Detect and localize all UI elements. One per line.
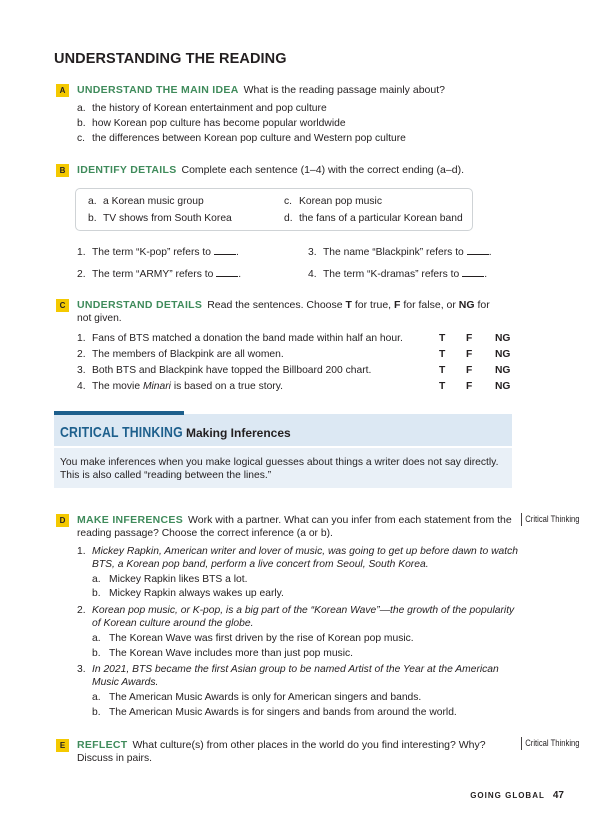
section-b-badge: B — [56, 164, 69, 177]
section-e-instruction-cont: Discuss in pairs. — [77, 753, 152, 764]
section-c-header — [77, 299, 490, 311]
section-c-badge: C — [56, 299, 69, 312]
choice-not-given[interactable]: NG — [495, 365, 511, 376]
section-d-instruction-cont: reading passage? Choose the correct inference (a or b). — [77, 528, 333, 539]
ending-item: b. TV shows from South Korea — [88, 213, 232, 224]
section-a-option: a. the history of Korean entertainment and pop culture — [77, 103, 327, 114]
section-c-instruction-cont: not given. — [77, 313, 122, 324]
section-b-instruction: Complete each sentence (1–4) with the correct ending (a–d). — [181, 164, 464, 176]
page-title: UNDERSTANDING THE READING — [54, 51, 287, 67]
answer-blank[interactable] — [214, 245, 236, 255]
choice-false[interactable]: F — [466, 333, 473, 344]
inference-statement: 3. In 2021, BTS became the first Asian group to be named Artist of the Year at the American — [77, 664, 499, 675]
sentence-item: 2. The term “ARMY” refers to . — [77, 269, 242, 280]
ending-item: a. a Korean music group — [88, 196, 204, 207]
critical-thinking-side-label: Critical Thinking — [521, 737, 580, 750]
section-e-header — [77, 739, 486, 751]
section-c-title: UNDERSTAND DETAILS — [77, 299, 203, 311]
book-title: GOING GLOBAL — [470, 791, 545, 800]
answer-blank[interactable] — [467, 245, 489, 255]
section-a-instruction: What is the reading passage mainly about? — [243, 84, 445, 96]
endings-box — [75, 188, 473, 231]
answer-blank[interactable] — [462, 267, 484, 277]
page-footer — [470, 790, 564, 801]
sentence-item: 4. The term “K-dramas” refers to . — [308, 269, 488, 280]
choice-true[interactable]: T — [439, 365, 446, 376]
choice-false[interactable]: F — [466, 349, 473, 360]
tf-statement: 4. The movie Minari is based on a true story. — [77, 381, 283, 392]
section-b-header — [77, 164, 464, 176]
critical-thinking-side-label: Critical Thinking — [521, 513, 580, 526]
tf-statement: 2. The members of Blackpink are all women. — [77, 349, 284, 360]
choice-not-given[interactable]: NG — [495, 381, 511, 392]
inference-option: b. The Korean Wave includes more than just pop music. — [92, 648, 354, 659]
section-e-title: REFLECT — [77, 739, 128, 751]
inference-statement-cont: of Korean culture around the globe. — [92, 618, 254, 629]
section-d-title: MAKE INFERENCES — [77, 514, 184, 526]
choice-true[interactable]: T — [439, 349, 446, 360]
choice-true[interactable]: T — [439, 381, 446, 392]
section-c-instruction: Read the sentences. Choose T for true, F for false, or NG for — [207, 299, 490, 311]
choice-not-given[interactable]: NG — [495, 349, 511, 360]
section-e-badge: E — [56, 739, 69, 752]
inference-option: a. The Korean Wave was first driven by the rise of Korean pop music. — [92, 633, 414, 644]
section-d-instruction: Work with a partner. What can you infer from each statement from the — [188, 514, 512, 526]
page-number: 47 — [552, 790, 564, 801]
critical-thinking-text: You make inferences when you make logical guesses about things a writer does not say directly. This is also called “reading between the lines.” — [60, 457, 499, 481]
inference-statement-cont: BTS, a Korean pop band, perform a live concert from Seoul, South Korea. — [92, 559, 429, 570]
sentence-item: 1. The term “K-pop” refers to . — [77, 247, 239, 258]
inference-statement-cont: Music Awards. — [92, 677, 159, 688]
choice-false[interactable]: F — [466, 365, 473, 376]
critical-thinking-heading: CRITICAL THINKING — [60, 424, 183, 441]
tf-statement: 1. Fans of BTS matched a donation the band made within half an hour. — [77, 333, 403, 344]
inference-option: a. Mickey Rapkin likes BTS a lot. — [92, 574, 248, 585]
choice-not-given[interactable]: NG — [495, 333, 511, 344]
section-e-instruction: What culture(s) from other places in the world do you find interesting? Why? — [132, 739, 486, 751]
section-a-header — [77, 84, 445, 96]
answer-blank[interactable] — [216, 267, 238, 277]
section-d-header — [77, 514, 512, 526]
section-a-title: UNDERSTAND THE MAIN IDEA — [77, 84, 239, 96]
section-a-option: c. the differences between Korean pop culture and Western pop culture — [77, 133, 406, 144]
choice-true[interactable]: T — [439, 333, 446, 344]
inference-option: b. Mickey Rapkin always wakes up early. — [92, 588, 284, 599]
inference-statement: 2. Korean pop music, or K-pop, is a big part of the “Korean Wave”—the growth of the popularity — [77, 605, 515, 616]
ending-item: d. the fans of a particular Korean band — [284, 213, 463, 224]
critical-thinking-subheading: Making Inferences — [186, 426, 291, 440]
choice-false[interactable]: F — [466, 381, 473, 392]
section-b-title: IDENTIFY DETAILS — [77, 164, 177, 176]
inference-option: b. The American Music Awards is for singers and bands from around the world. — [92, 707, 457, 718]
ending-item: c. Korean pop music — [284, 196, 382, 207]
critical-thinking-accent — [54, 411, 184, 415]
section-a-badge: A — [56, 84, 69, 97]
sentence-item: 3. The name “Blackpink” refers to . — [308, 247, 492, 258]
tf-statement: 3. Both BTS and Blackpink have topped the Billboard 200 chart. — [77, 365, 372, 376]
inference-option: a. The American Music Awards is only for American singers and bands. — [92, 692, 422, 703]
section-d-badge: D — [56, 514, 69, 527]
section-a-option: b. how Korean pop culture has become popular worldwide — [77, 118, 346, 129]
inference-statement: 1. Mickey Rapkin, American writer and lover of music, was going to get up before dawn to watch — [77, 546, 518, 557]
